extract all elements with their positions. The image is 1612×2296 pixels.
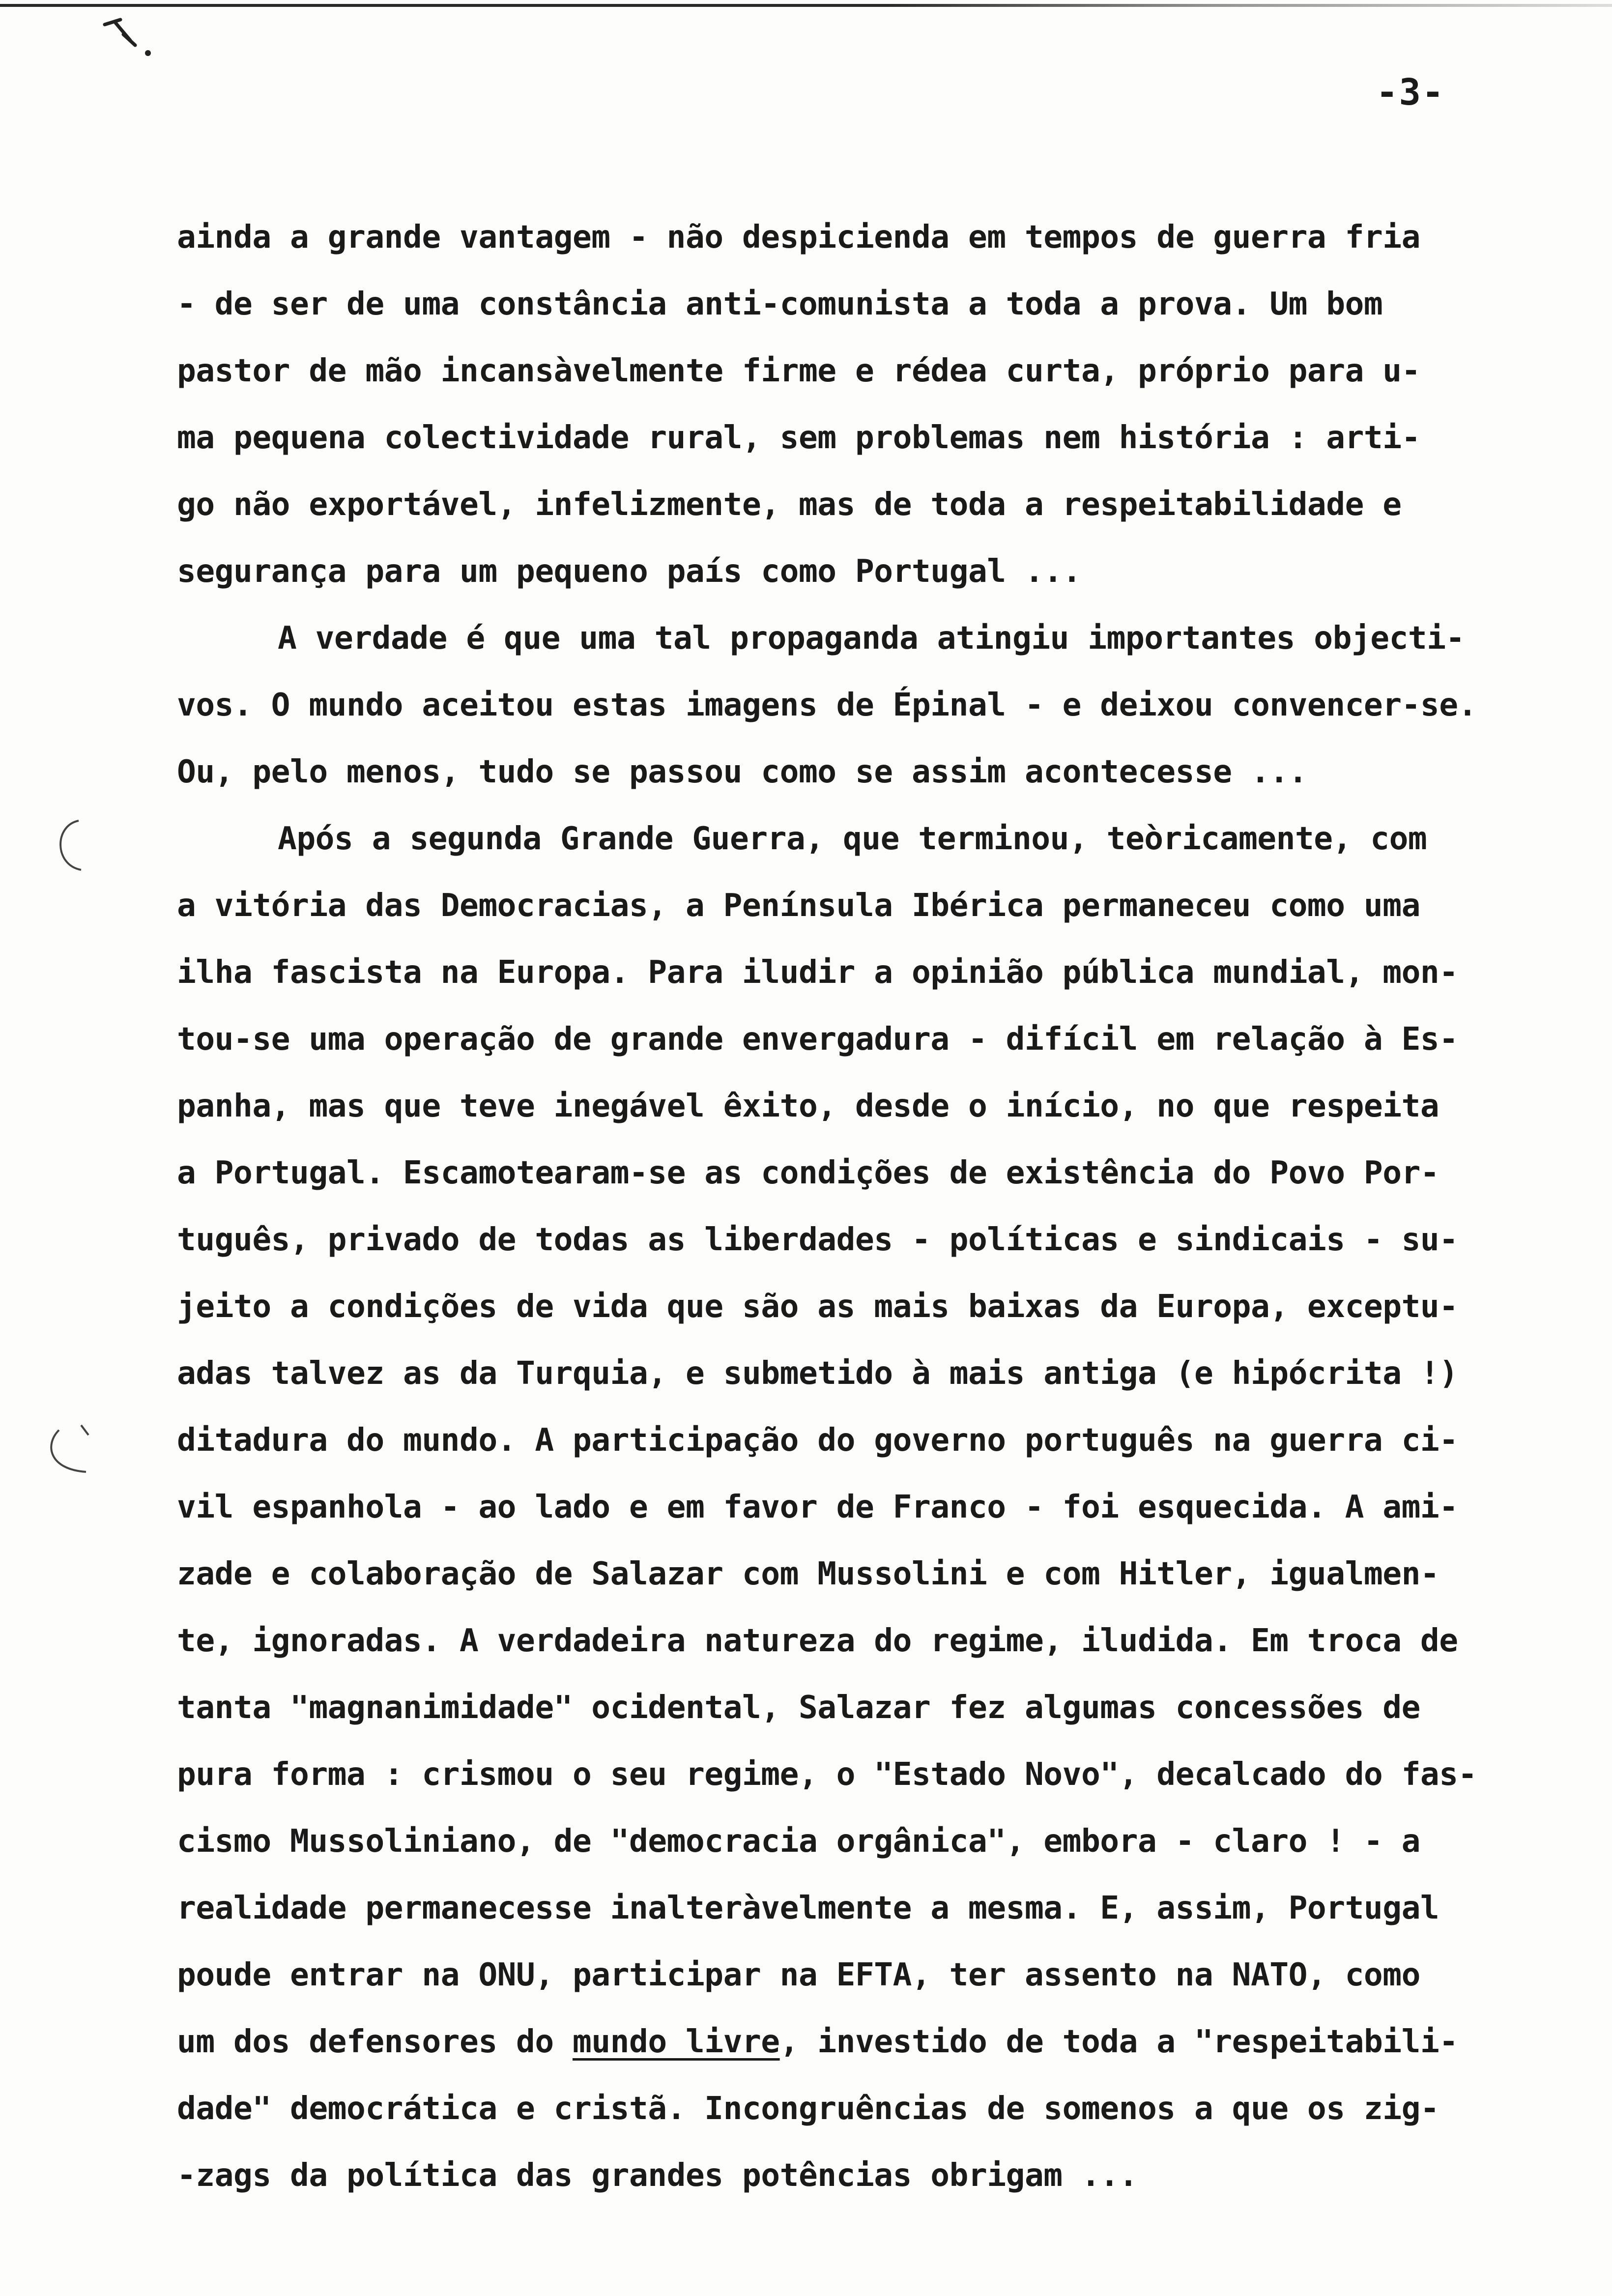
text-line: ma pequena colectividade rural, sem problemas nem história : arti- bbox=[177, 419, 1420, 456]
text-line: - de ser de uma constância anti-comunista a toda a prova. Um bom bbox=[177, 286, 1383, 322]
text-line: vil espanhola - ao lado e em favor de Franco - foi esquecida. A ami- bbox=[177, 1489, 1458, 1525]
text-line: poude entrar na ONU, participar na EFTA, ter assento na NATO, como bbox=[177, 1956, 1420, 1993]
text-line: tou-se uma operação de grande envergadura - difícil em relação à Es- bbox=[177, 1021, 1458, 1058]
text-line: tuguês, privado de todas as liberdades - políticas e sindicais - su- bbox=[177, 1221, 1458, 1258]
text-line: tanta "magnanimidade" ocidental, Salazar fez algumas concessões de bbox=[177, 1689, 1420, 1726]
text-line: go não exportável, infelizmente, mas de toda a respeitabilidade e bbox=[177, 486, 1402, 523]
punch-hole-icon bbox=[39, 1415, 98, 1484]
text-line: panha, mas que teve inegável êxito, desde o início, no que respeita bbox=[177, 1088, 1439, 1124]
text-line: vos. O mundo aceitou estas imagens de Épinal - e deixou convencer-se. bbox=[177, 687, 1477, 723]
text-line: Após a segunda Grande Guerra, que terminou, teòricamente, com bbox=[278, 820, 1427, 857]
text-line: te, ignoradas. A verdadeira natureza do regime, iludida. Em troca de bbox=[177, 1622, 1458, 1659]
punch-hole-icon bbox=[44, 811, 103, 880]
text-line: a vitória das Democracias, a Península Ibérica permaneceu como uma bbox=[177, 887, 1420, 924]
document-body bbox=[177, 204, 1583, 2209]
paragraph bbox=[177, 605, 1583, 805]
text-line: ainda a grande vantagem - não despicienda em tempos de guerra fria bbox=[177, 219, 1420, 256]
text-line: Ou, pelo menos, tudo se passou como se assim acontecesse ... bbox=[177, 753, 1307, 790]
paragraph bbox=[177, 805, 1583, 2209]
text-line: pastor de mão incansàvelmente firme e rédea curta, próprio para u- bbox=[177, 352, 1420, 389]
text-line: ditadura do mundo. A participação do governo português na guerra ci- bbox=[177, 1422, 1458, 1459]
text-line: realidade permanecesse inalteràvelmente a mesma. E, assim, Portugal bbox=[177, 1890, 1439, 1926]
text-line: ilha fascista na Europa. Para iludir a opinião pública mundial, mon- bbox=[177, 954, 1458, 991]
underlined-phrase: mundo livre bbox=[572, 2023, 780, 2060]
text-fragment: um dos defensores do bbox=[177, 2023, 573, 2060]
text-line: dade" democrática e cristã. Incongruências de somenos a que os zig- bbox=[177, 2090, 1439, 2127]
text-line: -zags da política das grandes potências obrigam ... bbox=[177, 2157, 1138, 2194]
top-rule bbox=[0, 4, 1612, 7]
text-line: pura forma : crismou o seu regime, o "Estado Novo", decalcado do fas- bbox=[177, 1756, 1477, 1793]
text-line: a Portugal. Escamotearam-se as condições de existência do Povo Por- bbox=[177, 1154, 1439, 1191]
text-fragment: , investido de toda a "respeitabili- bbox=[779, 2023, 1458, 2060]
text-line bbox=[177, 2009, 1583, 2075]
text-line: adas talvez as da Turquia, e submetido à mais antiga (e hipócrita !) bbox=[177, 1355, 1458, 1392]
text-line: jeito a condições de vida que são as mais baixas da Europa, exceptu- bbox=[177, 1288, 1458, 1325]
text-line: zade e colaboração de Salazar com Mussolini e com Hitler, igualmen- bbox=[177, 1555, 1439, 1592]
paragraph bbox=[177, 204, 1583, 605]
text-line: cismo Mussoliniano, de "democracia orgânica", embora - claro ! - a bbox=[177, 1823, 1420, 1860]
scribble-mark-icon bbox=[101, 15, 160, 59]
text-line: A verdade é que uma tal propaganda atingiu importantes objecti- bbox=[278, 620, 1465, 657]
page-number: -3- bbox=[1376, 71, 1445, 114]
text-line: segurança para um pequeno país como Portugal ... bbox=[177, 553, 1081, 590]
